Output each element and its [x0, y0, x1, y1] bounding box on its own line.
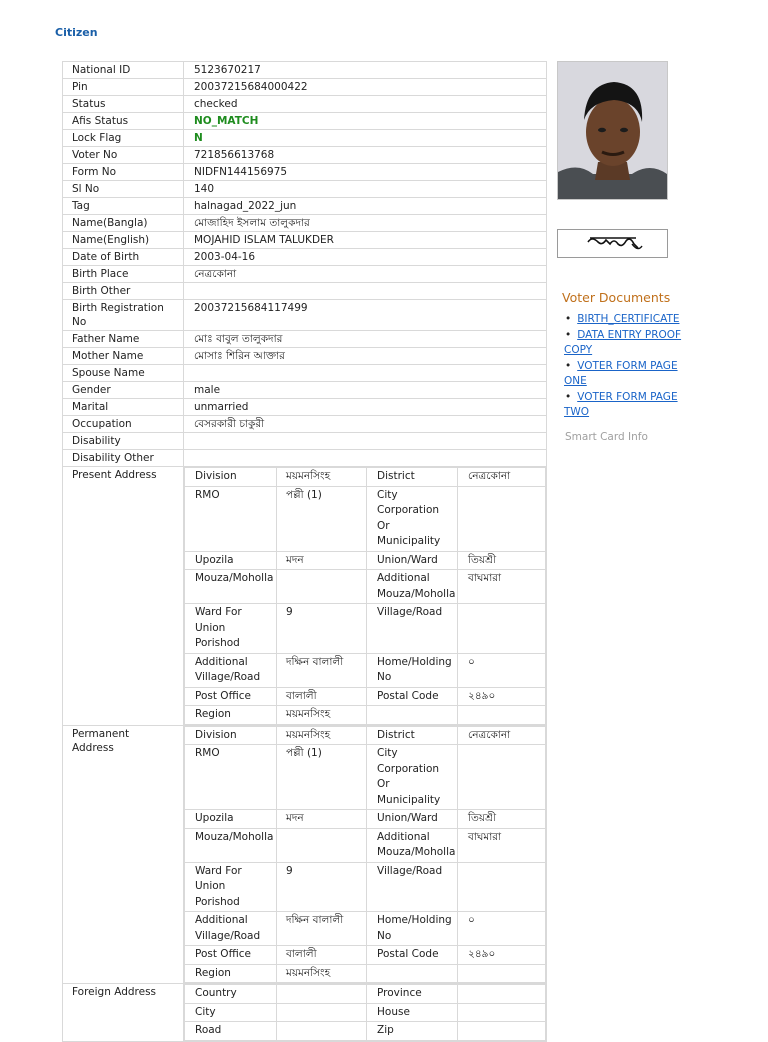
address-row: [185, 862, 546, 912]
field-row: [63, 416, 547, 433]
address-label: Mouza/Moholla: [185, 828, 277, 862]
field-label: Tag: [63, 198, 184, 215]
address-row: [185, 810, 546, 829]
address-value: [458, 1022, 546, 1041]
field-label: Lock Flag: [63, 130, 184, 147]
address-label: Union/Ward: [367, 551, 458, 570]
field-value: checked: [184, 96, 547, 113]
address-row: [185, 653, 546, 687]
address-label: Postal Code: [367, 687, 458, 706]
document-list-item: [564, 390, 694, 421]
address-label: Village/Road: [367, 862, 458, 912]
voter-documents-list: [564, 312, 694, 421]
bullet-icon: •: [565, 390, 572, 403]
signature-image: [557, 229, 668, 258]
address-row: [185, 745, 546, 810]
address-row: [185, 687, 546, 706]
field-label: Date of Birth: [63, 249, 184, 266]
document-link[interactable]: VOTER FORM PAGE ONE: [564, 359, 678, 387]
address-value: তিয়শ্রী: [458, 551, 546, 570]
field-value: [184, 365, 547, 382]
address-label: RMO: [185, 486, 277, 551]
address-label: Additional Mouza/Moholla: [367, 570, 458, 604]
address-row: [185, 828, 546, 862]
address-value: ২৪৯০: [458, 687, 546, 706]
address-value: [458, 706, 546, 725]
address-label: Additional Mouza/Moholla: [367, 828, 458, 862]
field-value: [184, 450, 547, 467]
address-row: [185, 706, 546, 725]
address-label: Zip: [367, 1022, 458, 1041]
address-value: [458, 964, 546, 983]
field-row: [63, 348, 547, 365]
bullet-icon: •: [565, 328, 572, 341]
address-label: Region: [185, 964, 277, 983]
foreign-address-row: [63, 984, 547, 1042]
address-value: ০: [458, 653, 546, 687]
field-row: [63, 266, 547, 283]
address-value: বালালী: [277, 946, 367, 965]
address-value: ময়মনসিংহ: [277, 706, 367, 725]
address-label: District: [367, 468, 458, 487]
address-row: [185, 946, 546, 965]
field-label: Pin: [63, 79, 184, 96]
field-row: [63, 365, 547, 382]
address-value: [277, 1022, 367, 1041]
field-value: মোসাঃ শিরিন আক্তার: [184, 348, 547, 365]
field-value: বেসরকারী চাকুরী: [184, 416, 547, 433]
field-label: Status: [63, 96, 184, 113]
address-label: City Corporation Or Municipality: [367, 745, 458, 810]
address-label: Upozila: [185, 551, 277, 570]
field-value: 5123670217: [184, 62, 547, 79]
field-value: 140: [184, 181, 547, 198]
field-row: [63, 450, 547, 467]
field-label: Sl No: [63, 181, 184, 198]
field-value: NIDFN144156975: [184, 164, 547, 181]
address-value: [458, 745, 546, 810]
address-label: Ward For Union Porishod: [185, 862, 277, 912]
citizen-info-table: [62, 61, 547, 1042]
address-value: [458, 985, 546, 1004]
address-value: ময়মনসিংহ: [277, 468, 367, 487]
address-row: [185, 551, 546, 570]
address-label: Country: [185, 985, 277, 1004]
address-label: Additional Village/Road: [185, 912, 277, 946]
field-row: [63, 215, 547, 232]
field-value: MOJAHID ISLAM TALUKDER: [184, 232, 547, 249]
address-value: মদন: [277, 810, 367, 829]
address-value: [458, 604, 546, 654]
address-value: 9: [277, 862, 367, 912]
bullet-icon: •: [565, 313, 572, 325]
field-row: [63, 164, 547, 181]
field-value: নেত্রকোনা: [184, 266, 547, 283]
document-list-item: [564, 359, 694, 390]
field-label: Birth Other: [63, 283, 184, 300]
field-label: Marital: [63, 399, 184, 416]
field-value: N: [184, 130, 547, 147]
field-label: Name(Bangla): [63, 215, 184, 232]
present-address-row: [63, 467, 547, 726]
address-label: Postal Code: [367, 946, 458, 965]
document-link[interactable]: VOTER FORM PAGE TWO: [564, 390, 678, 418]
field-label: Disability: [63, 433, 184, 450]
address-label: Region: [185, 706, 277, 725]
address-value: [458, 1003, 546, 1022]
field-value: 20037215684117499: [184, 300, 547, 331]
address-value: দক্ষিন বালালী: [277, 912, 367, 946]
address-value: ময়মনসিংহ: [277, 964, 367, 983]
field-label: Spouse Name: [63, 365, 184, 382]
address-label: Division: [185, 726, 277, 745]
field-label: Present Address: [63, 467, 184, 726]
document-link[interactable]: BIRTH_CERTIFICATE: [577, 313, 680, 325]
document-list-item: [564, 312, 694, 328]
address-row: [185, 468, 546, 487]
bullet-icon: •: [565, 359, 572, 372]
address-row: [185, 912, 546, 946]
field-value: [184, 433, 547, 450]
field-row: [63, 249, 547, 266]
address-value: ময়মনসিংহ: [277, 726, 367, 745]
field-label: Disability Other: [63, 450, 184, 467]
field-label: Father Name: [63, 331, 184, 348]
field-label: Occupation: [63, 416, 184, 433]
field-row: [63, 300, 547, 331]
address-value: ২৪৯০: [458, 946, 546, 965]
address-value: দক্ষিন বালালী: [277, 653, 367, 687]
address-row: [185, 604, 546, 654]
field-value: halnagad_2022_jun: [184, 198, 547, 215]
field-row: [63, 399, 547, 416]
present-address-table: [184, 467, 546, 725]
field-row: [63, 331, 547, 348]
voter-documents-heading: Voter Documents: [562, 290, 671, 305]
address-value: বাঘমারা: [458, 570, 546, 604]
field-value: মোঃ বাবুল তালুকদার: [184, 331, 547, 348]
field-row: [63, 382, 547, 399]
address-value: নেত্রকোনা: [458, 726, 546, 745]
field-label: Afis Status: [63, 113, 184, 130]
address-value: [277, 1003, 367, 1022]
field-value: 721856613768: [184, 147, 547, 164]
field-label: Birth Registration No: [63, 300, 184, 331]
field-label: Birth Place: [63, 266, 184, 283]
field-label: National ID: [63, 62, 184, 79]
address-label: [367, 706, 458, 725]
field-value: [184, 283, 547, 300]
permanent-address-table: [184, 726, 546, 984]
address-label: Home/Holding No: [367, 912, 458, 946]
field-row: [63, 130, 547, 147]
field-row: [63, 181, 547, 198]
field-value: 2003-04-16: [184, 249, 547, 266]
address-value: মদন: [277, 551, 367, 570]
address-label: [367, 964, 458, 983]
address-value: [277, 570, 367, 604]
field-label: Form No: [63, 164, 184, 181]
address-label: Upozila: [185, 810, 277, 829]
address-label: House: [367, 1003, 458, 1022]
address-label: City Corporation Or Municipality: [367, 486, 458, 551]
field-label: Permanent Address: [63, 725, 184, 984]
address-label: Post Office: [185, 946, 277, 965]
address-value: তিয়শ্রী: [458, 810, 546, 829]
field-row: [63, 283, 547, 300]
address-label: Division: [185, 468, 277, 487]
field-label: Mother Name: [63, 348, 184, 365]
address-value: পল্লী (1): [277, 745, 367, 810]
address-label: Union/Ward: [367, 810, 458, 829]
address-row: [185, 726, 546, 745]
address-row: [185, 486, 546, 551]
foreign-address-table: [184, 984, 546, 1041]
address-row: [185, 1022, 546, 1041]
permanent-address-row: [63, 725, 547, 984]
citizen-photo: [557, 61, 668, 200]
address-value: বালালী: [277, 687, 367, 706]
field-row: [63, 198, 547, 215]
field-label: Name(English): [63, 232, 184, 249]
address-label: Post Office: [185, 687, 277, 706]
address-row: [185, 985, 546, 1004]
document-list-item: [564, 328, 694, 359]
field-value: unmarried: [184, 399, 547, 416]
address-value: নেত্রকোনা: [458, 468, 546, 487]
field-value: NO_MATCH: [184, 113, 547, 130]
field-row: [63, 96, 547, 113]
address-value: [458, 862, 546, 912]
address-label: District: [367, 726, 458, 745]
address-value: ০: [458, 912, 546, 946]
address-value: 9: [277, 604, 367, 654]
address-value: বাঘমারা: [458, 828, 546, 862]
field-value: 20037215684000422: [184, 79, 547, 96]
field-row: [63, 62, 547, 79]
address-label: Ward For Union Porishod: [185, 604, 277, 654]
field-row: [63, 113, 547, 130]
field-row: [63, 79, 547, 96]
page-title: Citizen: [55, 26, 98, 39]
field-row: [63, 433, 547, 450]
field-row: [63, 147, 547, 164]
address-row: [185, 964, 546, 983]
field-label: Foreign Address: [63, 984, 184, 1042]
address-value: [277, 828, 367, 862]
address-label: Village/Road: [367, 604, 458, 654]
address-label: Additional Village/Road: [185, 653, 277, 687]
address-label: Mouza/Moholla: [185, 570, 277, 604]
address-label: Home/Holding No: [367, 653, 458, 687]
field-label: Voter No: [63, 147, 184, 164]
address-label: City: [185, 1003, 277, 1022]
address-value: [458, 486, 546, 551]
smart-card-info-link[interactable]: Smart Card Info: [565, 431, 648, 443]
field-value: মোজাহিদ ইসলাম তালুকদার: [184, 215, 547, 232]
document-link[interactable]: DATA ENTRY PROOF COPY: [564, 328, 682, 356]
address-value: [277, 985, 367, 1004]
address-label: RMO: [185, 745, 277, 810]
field-value: male: [184, 382, 547, 399]
address-label: Road: [185, 1022, 277, 1041]
field-label: Gender: [63, 382, 184, 399]
address-row: [185, 570, 546, 604]
address-value: পল্লী (1): [277, 486, 367, 551]
field-row: [63, 232, 547, 249]
address-row: [185, 1003, 546, 1022]
address-label: Province: [367, 985, 458, 1004]
